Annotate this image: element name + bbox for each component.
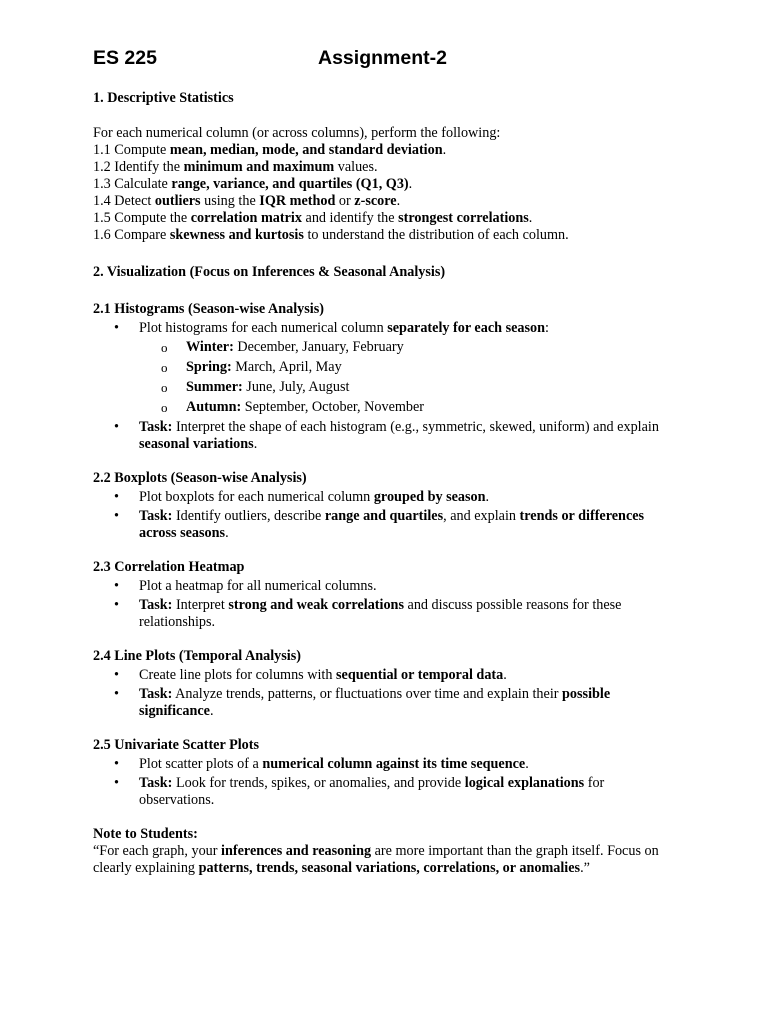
bold-text: seasonal variations (139, 436, 254, 452)
season-item (139, 339, 683, 356)
bold-text: Spring: (186, 359, 232, 375)
bold-text: z-score (354, 193, 397, 209)
bullet-item (93, 578, 683, 595)
subsection-heading: 2.2 Boxplots (Season-wise Analysis) (93, 470, 307, 486)
text: “For each graph, your (93, 843, 222, 859)
bold-text: minimum and maximum (183, 159, 335, 175)
text: Plot histograms for each numerical column (139, 320, 388, 336)
bullet-icon: • (114, 756, 119, 772)
text: . (408, 176, 413, 192)
section-1-intro: For each numerical column (or across columns), perform the following: (93, 125, 501, 141)
bullet-text (139, 756, 529, 772)
bold-text: range and quartiles (324, 508, 444, 524)
text: . (503, 667, 507, 683)
subsection (93, 737, 683, 809)
document-page (93, 44, 683, 877)
bold-text: strong and weak correlations (228, 597, 404, 613)
text: 1.2 Identify the (93, 159, 184, 175)
text: 1.1 Compute (93, 142, 170, 158)
text: March, April, May (231, 359, 342, 375)
text: for observations. (139, 775, 605, 808)
bold-text: strongest correlations (398, 210, 529, 226)
bold-text: patterns, trends, seasonal variations, correlations, or anomalies (198, 860, 581, 876)
text: using the (200, 193, 260, 209)
section-1-list (93, 142, 683, 244)
text: Plot boxplots for each numerical column (139, 489, 374, 505)
text: . (525, 756, 529, 772)
bullet-text (139, 508, 644, 541)
document-title: Assignment-2 (318, 47, 447, 69)
sub-bullet-icon: o (161, 380, 168, 395)
bullet-item (93, 686, 683, 720)
text: values. (334, 159, 378, 175)
season-list (139, 339, 683, 416)
numbered-item (93, 142, 683, 159)
text: 1.5 Compute the (93, 210, 191, 226)
section-2-heading: 2. Visualization (Focus on Inferences & Seasonal Analysis) (93, 264, 446, 280)
bullet-item (93, 508, 683, 542)
text: . (485, 489, 490, 505)
text: June, July, August (242, 379, 350, 395)
text: : (544, 320, 549, 336)
bullet-text (139, 578, 377, 594)
subsection-heading: 2.4 Line Plots (Temporal Analysis) (93, 648, 301, 664)
bold-text: outliers (154, 193, 201, 209)
bullet-icon: • (114, 489, 119, 505)
sub-bullet-icon: o (161, 400, 168, 415)
note-body (93, 843, 683, 877)
bold-text: Task: (139, 775, 173, 791)
bullet-item (93, 597, 683, 631)
sub-bullet-icon: o (161, 360, 168, 375)
text: Plot a heatmap for all numerical columns. (139, 578, 377, 594)
bullet-text (139, 775, 604, 808)
subsection (93, 301, 683, 453)
bullet-text (139, 419, 659, 452)
bold-text: sequential or temporal data (336, 667, 504, 683)
numbered-item (93, 159, 683, 176)
course-code: ES 225 (93, 47, 157, 69)
text: Create line plots for columns with (139, 667, 337, 683)
text: , and explain (443, 508, 520, 524)
bullet-text (139, 597, 621, 630)
bullet-text (139, 667, 507, 683)
bullet-item (93, 756, 683, 773)
text: . (442, 142, 447, 158)
note-block (93, 826, 683, 877)
bullet-icon: • (114, 686, 119, 702)
bullet-item (93, 667, 683, 684)
bold-text: range, variance, and quartiles (Q1, Q3) (171, 176, 409, 192)
bold-text: Summer: (186, 379, 243, 395)
numbered-item (93, 227, 683, 244)
text: and discuss possible reasons for these relationships. (139, 597, 622, 630)
subsection (93, 559, 683, 631)
text: . (209, 703, 214, 719)
text: Analyze trends, patterns, or fluctuations over time and explain their (172, 686, 563, 702)
bold-text: logical explanations (464, 775, 585, 791)
text: December, January, February (233, 339, 404, 355)
text: and identify the (301, 210, 399, 226)
text: . (396, 193, 401, 209)
numbered-item (93, 210, 683, 227)
text: . (225, 525, 229, 541)
bold-text: Task: (139, 508, 173, 524)
subsection-heading: 2.1 Histograms (Season-wise Analysis) (93, 301, 324, 317)
text: to understand the distribution of each column. (303, 227, 569, 243)
subsection (93, 648, 683, 720)
sub-bullet-icon: o (161, 340, 168, 355)
bold-text: skewness and kurtosis (169, 227, 304, 243)
season-item (139, 399, 683, 416)
bullet-text (139, 489, 489, 505)
bullet-list (93, 320, 683, 453)
section-1-body (93, 125, 683, 244)
bullet-icon: • (114, 508, 119, 524)
text: September, October, November (241, 399, 425, 415)
text: are more important than the graph itself. Focus on clearly explaining (93, 843, 659, 876)
bullet-list (93, 489, 683, 542)
bullet-list (93, 667, 683, 720)
bold-text: trends or differences across seasons (139, 508, 645, 541)
text: 1.3 Calculate (93, 176, 172, 192)
text: 1.6 Compare (93, 227, 170, 243)
bold-text: IQR method (259, 193, 336, 209)
bullet-text (139, 686, 610, 719)
bold-text: Task: (139, 419, 173, 435)
bold-text: correlation matrix (190, 210, 302, 226)
document-header (93, 44, 683, 72)
text: or (335, 193, 355, 209)
bold-text: grouped by season (373, 489, 486, 505)
bullet-item (93, 320, 683, 416)
bullet-icon: • (114, 597, 119, 613)
subsection-heading: 2.5 Univariate Scatter Plots (93, 737, 260, 753)
text: Plot scatter plots of a (139, 756, 263, 772)
bullet-icon: • (114, 578, 119, 594)
bold-text: numerical column against its time sequence (262, 756, 526, 772)
bullet-icon: • (114, 320, 119, 336)
subsection (93, 470, 683, 542)
bullet-item (93, 775, 683, 809)
bullet-item (93, 419, 683, 453)
bullet-item (93, 489, 683, 506)
bullet-icon: • (114, 667, 119, 683)
text: Interpret (172, 597, 229, 613)
bullet-list (93, 578, 683, 631)
bold-text: separately for each season (387, 320, 545, 336)
bold-text: Task: (139, 597, 173, 613)
text: Look for trends, spikes, or anomalies, and provide (172, 775, 465, 791)
text: . (253, 436, 258, 452)
text: Interpret the shape of each histogram (e.g., symmetric, skewed, uniform) and explain (172, 419, 659, 435)
note-heading: Note to Students: (93, 826, 198, 842)
text: . (528, 210, 533, 226)
bold-text: Autumn: (186, 399, 242, 415)
bullet-icon: • (114, 775, 119, 791)
numbered-item (93, 193, 683, 210)
season-item (139, 379, 683, 396)
numbered-item (93, 176, 683, 193)
bold-text: Winter: (186, 339, 234, 355)
bullet-list (93, 756, 683, 809)
bold-text: Task: (139, 686, 173, 702)
bullet-icon: • (114, 419, 119, 435)
text: .” (580, 860, 590, 876)
bold-text: mean, median, mode, and standard deviation (169, 142, 443, 158)
text: Identify outliers, describe (172, 508, 325, 524)
bold-text: inferences and reasoning (221, 843, 372, 859)
bold-text: possible significance (139, 686, 611, 719)
text: 1.4 Detect (93, 193, 155, 209)
section-1-heading: 1. Descriptive Statistics (93, 90, 234, 106)
season-item (139, 359, 683, 376)
bullet-text (139, 320, 549, 336)
subsection-heading: 2.3 Correlation Heatmap (93, 559, 245, 575)
visualization-sections (93, 301, 683, 809)
